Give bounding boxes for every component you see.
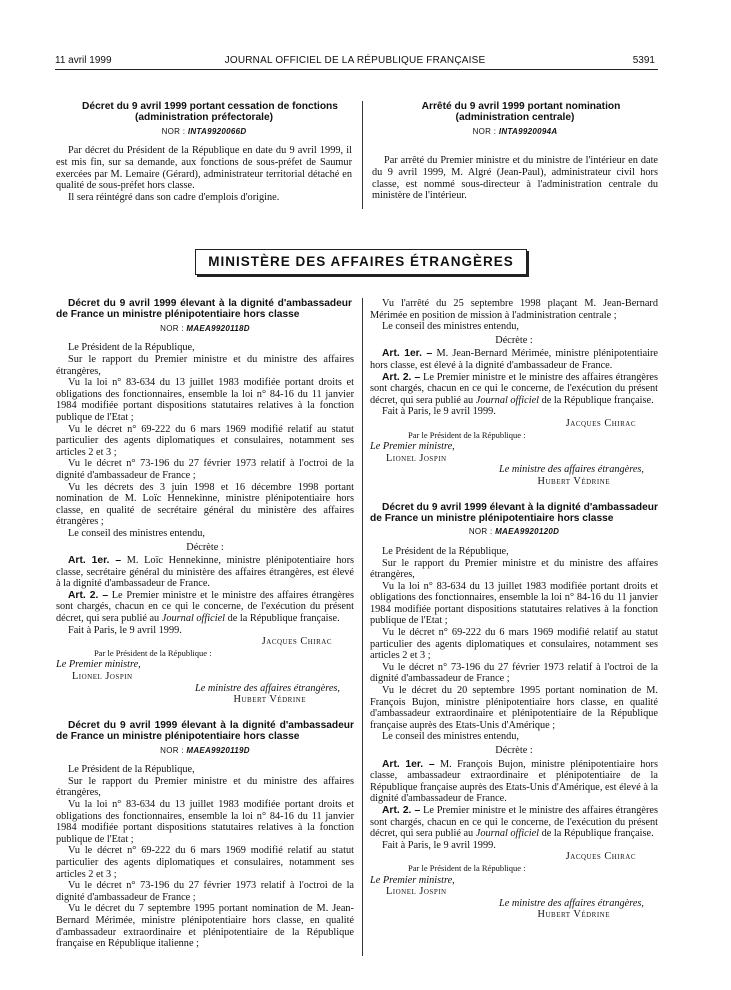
signature-president: Jacques Chirac <box>565 851 636 863</box>
paragraph: Vu le décret n° 69-222 du 6 mars 1969 modifié relatif au statut particulier des agents diplomatiques et consulaires, notamment ses articles 2 et 3 ; <box>56 423 354 458</box>
nor-line: NOR : INTA9920094A <box>472 126 558 136</box>
article-2: Art. 2. – Le Premier ministre et le ministre des affaires étrangères sont chargés, chacun en ce qui le concerne, de l'exécution du présent décret, qui sera publié au Journal officiel de la République française. <box>370 804 658 840</box>
premier-ministre-name: Lionel Jospin <box>386 886 447 898</box>
premier-ministre-title: Le Premier ministre, <box>56 659 141 671</box>
paragraph: Vu la loi n° 83-634 du 13 juillet 1983 modifiée portant droits et obligations des fonctionnaires, ensemble la loi n° 84-16 du 11 janvier 1984 modifiée portant dispositions statutaires relatives à la fonction publique de l'Etat ; <box>370 580 658 627</box>
ministre-title: Le ministre des affaires étrangères, <box>498 897 644 909</box>
paragraph: Vu le décret n° 73-196 du 27 février 1973 relatif à l'octroi de la dignité d'ambassadeur de France ; <box>56 458 354 481</box>
nor-code: MAEA9920119D <box>186 745 250 755</box>
paragraph: Le Président de la République, <box>68 764 195 776</box>
par-le-president: Par le Président de la République : <box>408 862 526 873</box>
paragraph: Vu le décret n° 69-222 du 6 mars 1969 modifié relatif au statut particulier des agents diplomatiques et consulaires, notamment ses articles 2 et 3 ; <box>56 845 354 880</box>
paragraph: Vu le décret n° 73-196 du 27 février 1973 relatif à l'octroi de la dignité d'ambassadeur de France ; <box>56 880 354 903</box>
signature-president: Jacques Chirac <box>565 417 636 429</box>
signature-president: Jacques Chirac <box>261 636 332 648</box>
left-column <box>56 298 354 950</box>
paragraph: Vu la loi n° 83-634 du 13 juillet 1983 modifiée portant droits et obligations des fonctionnaires, ensemble la loi n° 84-16 du 11 janvier 1984 modifiée portant dispositions statutaires relatives à la fonction publique de l'Etat ; <box>56 377 354 423</box>
paragraph: Sur le rapport du Premier ministre et du ministre des affaires étrangères, <box>56 775 354 799</box>
arrete-nomination <box>372 101 658 202</box>
paragraph: Sur le rapport du Premier ministre et du ministre des affaires étrangères, <box>370 557 658 581</box>
ministre-title: Le ministre des affaires étrangères, <box>498 464 644 476</box>
paragraph: Le conseil des ministres entendu, <box>68 527 205 539</box>
page-number: 5391 <box>632 55 655 66</box>
decret-title: Décret du 9 avril 1999 élevant à la dignité d'ambassadeur de France un ministre plénipotentiaire hors classe <box>370 501 658 524</box>
nor-code: MAEA9920120D <box>495 527 560 537</box>
paragraph: Il sera réintégré dans son cadre d'emplois d'origine. <box>68 191 280 203</box>
article-2: Art. 2. – Le Premier ministre et le ministre des affaires étrangères sont chargés, chacun en ce qui le concerne, de l'exécution du présent décret, qui sera publié au Journal officiel de la République française. <box>56 589 354 625</box>
paragraph: Par arrêté du Premier ministre et du ministre de l'intérieur en date du 9 avril 1999, M. Algré (Jean-Paul), administrateur civil hors classe, est nommé sous-directeur à l'administration centrale du ministère de l'intérieur. <box>372 155 658 202</box>
nor-line: NOR : INTA9920066D <box>161 126 247 136</box>
paragraph: Le conseil des ministres entendu, <box>382 731 519 743</box>
paragraph: Vu le décret du 20 septembre 1995 portant nomination de M. François Bujon, ministre plénipotentiaire hors classe, en qualité d'ambassadeur extraordinaire et plénipotentiaire de la République française auprès des Etats-Unis d'Amérique ; <box>370 685 658 731</box>
article-1: Art. 1er. – M. Loïc Hennekinne, ministre plénipotentiaire hors classe, secrétaire général du ministère des affaires étrangères, est élevé à la dignité d'ambassadeur de France. <box>56 555 355 590</box>
premier-ministre-name: Lionel Jospin <box>386 452 447 464</box>
paragraph: Le Président de la République, <box>68 342 195 354</box>
fait-a-paris: Fait à Paris, le 9 avril 1999. <box>68 624 182 636</box>
ministre-name: Hubert Védrine <box>537 475 610 487</box>
paragraph: Le Président de la République, <box>382 545 509 557</box>
article-label: Art. 2. – <box>382 371 421 383</box>
premier-ministre-title: Le Premier ministre, <box>370 874 455 886</box>
article-label: Art. 1er. – <box>68 555 122 567</box>
fait-a-paris: Fait à Paris, le 9 avril 1999. <box>382 406 496 418</box>
decret-title: Décret du 9 avril 1999 portant cessation de fonctions (administration préfectorale) <box>82 101 338 124</box>
decret-cessation <box>56 101 352 203</box>
article-1: Art. 1er. – M. François Bujon, ministre plénipotentiaire hors classe, ambassadeur extraordinaire et plénipotentiaire de la République française auprès des Etats-Unis d'Amérique, est élevé à la dignité d'ambassadeur de France. <box>370 758 658 805</box>
header-rule <box>55 69 658 70</box>
par-le-president: Par le Président de la République : <box>408 429 526 440</box>
paragraph: Vu la loi n° 83-634 du 13 juillet 1983 modifiée portant droits et obligations des fonctionnaires, ensemble la loi n° 84-16 du 11 janvier 1984 modifiée portant dispositions statutaires relatives à la fonction publique de l'Etat ; <box>56 799 354 845</box>
article-label: Art. 2. – <box>382 804 421 816</box>
ministre-name: Hubert Védrine <box>537 909 610 921</box>
nor-line: NOR : MAEA9920120D <box>468 527 560 537</box>
paragraph: Vu le décret n° 73-196 du 27 février 1973 relatif à l'octroi de la dignité d'ambassadeur de France ; <box>370 661 658 685</box>
paragraph: Le conseil des ministres entendu, <box>382 321 519 333</box>
premier-ministre-name: Lionel Jospin <box>72 671 133 683</box>
ministre-title: Le ministre des affaires étrangères, <box>194 682 340 694</box>
header-date: 11 avril 1999 <box>55 55 112 66</box>
nor-code: MAEA9920118D <box>186 323 250 333</box>
paragraph: Vu les décrets des 3 juin 1998 et 16 décembre 1998 portant nomination de M. Loïc Hennekinne, ministre plénipotentiaire hors classe, en qualité de secrétaire général du ministère des affaires étrangères ; <box>56 481 354 528</box>
decrete: Décrète : <box>495 745 533 756</box>
nor-line: NOR : MAEA9920119D <box>160 745 250 755</box>
ministre-name: Hubert Védrine <box>233 694 306 706</box>
right-column <box>370 298 658 921</box>
nor-code: INTA9920094A <box>498 126 558 136</box>
paragraph: Vu l'arrêté du 25 septembre 1998 plaçant M. Jean-Bernard Mérimée en position de mission à l'administration centrale ; <box>370 298 658 321</box>
ministry-banner <box>195 249 527 275</box>
page-header <box>55 55 655 69</box>
paragraph: Sur le rapport du Premier ministre et du ministre des affaires étrangères, <box>56 354 354 377</box>
column-divider <box>362 298 363 956</box>
ministry-name: MINISTÈRE DES AFFAIRES ÉTRANGÈRES <box>208 254 514 269</box>
paragraph: Par décret du Président de la République en date du 9 avril 1999, il est mis fin, sur sa demande, aux fonctions de sous-préfet de Saumur exercées par M. Lemaire (Gérard), administrateur territorial détaché en qualité de sous-préfet hors classe. <box>56 145 352 192</box>
article-label: Art. 1er. – <box>382 348 433 360</box>
fait-a-paris: Fait à Paris, le 9 avril 1999. <box>382 839 496 851</box>
paragraph: Vu le décret n° 69-222 du 6 mars 1969 modifié relatif au statut particulier des agents diplomatiques et consulaires, notamment ses articles 2 et 3 ; <box>370 627 658 662</box>
article-1: Art. 1er. – M. Jean-Bernard Mérimée, ministre plénipotentiaire hors classe, est élevé à la dignité d'ambassadeur de France. <box>370 348 659 371</box>
article-label: Art. 1er. – <box>382 758 435 770</box>
paragraph: Vu le décret du 7 septembre 1995 portant nomination de M. Jean-Bernard Mérimée, ministre plénipotentiaire hors classe, en qualité d'ambassadeur extraordinaire et plénipotentiaire de la République française en République italienne ; <box>56 903 354 950</box>
journal-title: JOURNAL OFFICIEL DE LA RÉPUBLIQUE FRANÇAISE <box>224 55 486 66</box>
column-divider <box>362 101 363 209</box>
article-label: Art. 2. – <box>68 589 109 601</box>
par-le-president: Par le Président de la République : <box>94 647 212 658</box>
premier-ministre-title: Le Premier ministre, <box>370 441 455 453</box>
nor-code: INTA9920066D <box>187 126 247 136</box>
decret-title: Décret du 9 avril 1999 élevant à la dignité d'ambassadeur de France un ministre plénipotentiaire hors classe <box>56 298 352 321</box>
arrete-title: Arrêté du 9 avril 1999 portant nomination (administration centrale) <box>421 101 621 124</box>
decret-title: Décret du 9 avril 1999 élevant à la dignité d'ambassadeur de France un ministre plénipotentiaire hors classe <box>56 719 354 743</box>
nor-line: NOR : MAEA9920118D <box>160 323 250 333</box>
decrete: Décrète : <box>186 541 224 553</box>
decrete: Décrète : <box>495 334 533 346</box>
article-2: Art. 2. – Le Premier ministre et le ministre des affaires étrangères sont chargés, chacun en ce qui le concerne, de l'exécution du présent décret, qui sera publié au Journal officiel de la République française. <box>370 371 658 406</box>
